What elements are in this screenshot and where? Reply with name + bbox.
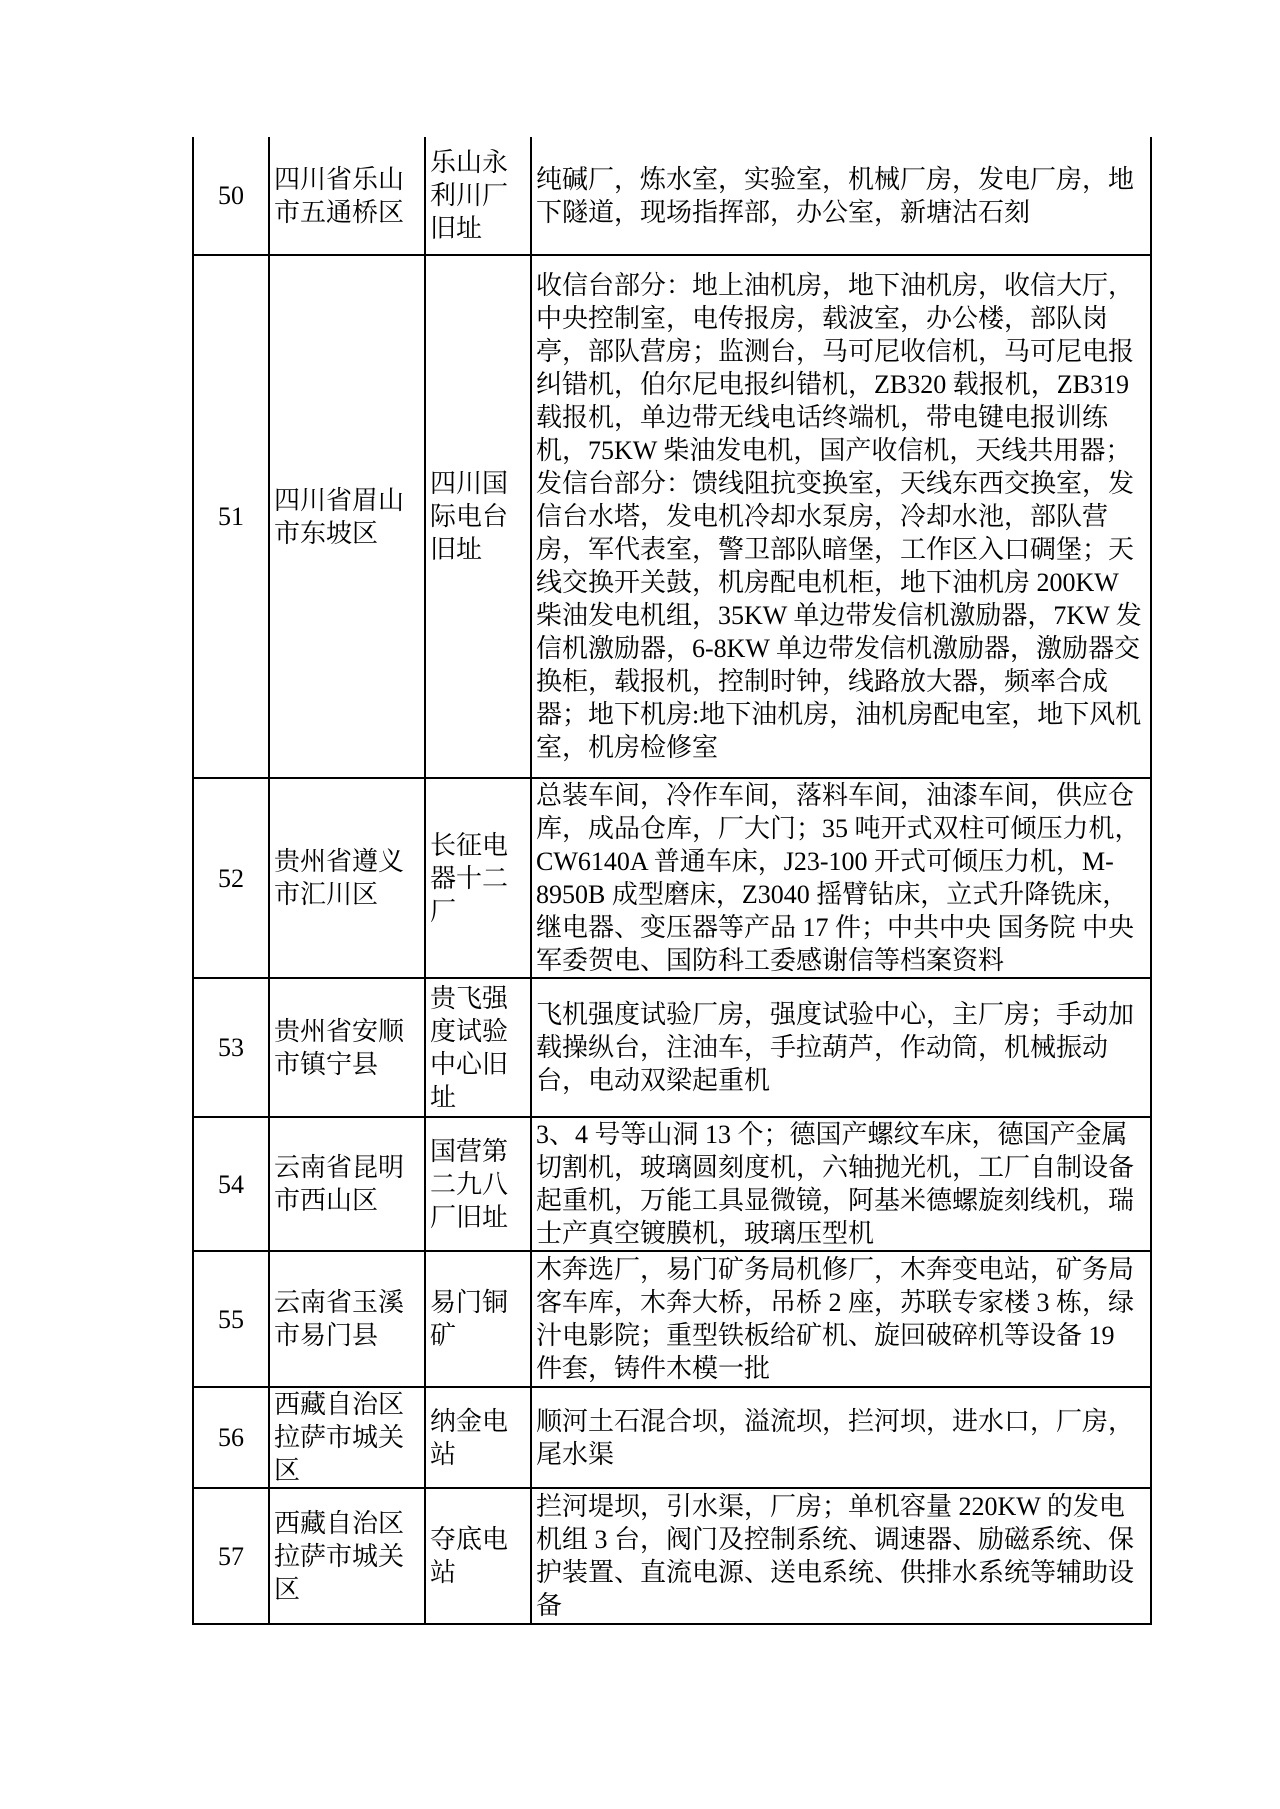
cell-items: 木奔选厂，易门矿务局机修厂，木奔变电站，矿务局客车库，木奔大桥，吊桥 2 座，苏联专家楼 3 栋，绿汁电影院；重型铁板给矿机、旋回破碎机等设备 19 件套，铸件木模一批: [531, 1251, 1151, 1387]
cell-location: 贵州省遵义市汇川区: [269, 778, 425, 978]
table-row: [193, 978, 1151, 1117]
table-row: [193, 1488, 1151, 1624]
cell-location: 云南省昆明市西山区: [269, 1117, 425, 1251]
table-row: [193, 1251, 1151, 1387]
cell-items: 顺河土石混合坝，溢流坝，拦河坝，进水口，厂房，尾水渠: [531, 1387, 1151, 1488]
cell-number: 55: [193, 1251, 269, 1387]
cell-items: 收信台部分：地上油机房，地下油机房，收信大厅，中央控制室，电传报房，载波室，办公楼，部队岗亭，部队营房；监测台，马可尼收信机，马可尼电报纠错机，伯尔尼电报纠错机，ZB320 载报机，ZB319 载报机，单边带无线电话终端机，带电键电报训练机，75KW 柴油发电机，国产收信机，天线共用器；发信台部分：馈线阻抗变换室，天线东西交换室，发信台水塔，发电机冷却水泵房，冷却水池，部队营房，军代表室，警卫部队暗堡，工作区入口碉堡；天线交换开关鼓，机房配电机柜，地下油机房 200KW 柴油发电机组，35KW 单边带发信机激励器，7KW 发信机激励器，6-8KW 单边带发信机激励器，激励器交换柜，载报机，控制时钟，线路放大器，频率合成器；地下机房:地下油机房，油机房配电室，地下风机室，机房检修室: [531, 255, 1151, 778]
cell-location: 云南省玉溪市易门县: [269, 1251, 425, 1387]
cell-location: 贵州省安顺市镇宁县: [269, 978, 425, 1117]
cell-number: 52: [193, 778, 269, 978]
cell-number: 50: [193, 137, 269, 255]
cell-site-name: 长征电器十二厂: [425, 778, 531, 978]
cell-site-name: 纳金电站: [425, 1387, 531, 1488]
cell-location: 西藏自治区拉萨市城关区: [269, 1488, 425, 1624]
table-row: [193, 1387, 1151, 1488]
cell-items: 3、4 号等山洞 13 个；德国产螺纹车床，德国产金属切割机，玻璃圆刻度机，六轴抛光机，工厂自制设备起重机，万能工具显微镜，阿基米德螺旋刻线机，瑞士产真空镀膜机，玻璃压型机: [531, 1117, 1151, 1251]
cell-site-name: 四川国际电台旧址: [425, 255, 531, 778]
table-row: [193, 137, 1151, 255]
cell-site-name: 易门铜矿: [425, 1251, 531, 1387]
cell-location: 四川省眉山市东坡区: [269, 255, 425, 778]
cell-site-name: 国营第二九八厂旧址: [425, 1117, 531, 1251]
cell-site-name: 贵飞强度试验中心旧址: [425, 978, 531, 1117]
table-row: [193, 778, 1151, 978]
cell-number: 56: [193, 1387, 269, 1488]
cell-items: 纯碱厂，炼水室，实验室，机械厂房，发电厂房，地下隧道，现场指挥部，办公室，新塘沽石刻: [531, 137, 1151, 255]
cell-number: 51: [193, 255, 269, 778]
cell-number: 53: [193, 978, 269, 1117]
cell-number: 54: [193, 1117, 269, 1251]
cell-items: 总装车间，冷作车间，落料车间，油漆车间，供应仓库，成品仓库，厂大门；35 吨开式双柱可倾压力机，CW6140A 普通车床，J23-100 开式可倾压力机，M-8950B 成型磨床，Z3040 摇臂钻床，立式升降铣床，继电器、变压器等产品 17 件；中共中央 国务院 中央军委贺电、国防科工委感谢信等档案资料: [531, 778, 1151, 978]
cell-items: 拦河堤坝，引水渠，厂房；单机容量 220KW 的发电机组 3 台，阀门及控制系统、调速器、励磁系统、保护装置、直流电源、送电系统、供排水系统等辅助设备: [531, 1488, 1151, 1624]
cell-site-name: 夺底电站: [425, 1488, 531, 1624]
cell-items: 飞机强度试验厂房，强度试验中心，主厂房；手动加载操纵台，注油车，手拉葫芦，作动筒，机械振动台，电动双梁起重机: [531, 978, 1151, 1117]
cell-site-name: 乐山永利川厂旧址: [425, 137, 531, 255]
cell-location: 四川省乐山市五通桥区: [269, 137, 425, 255]
heritage-table: [192, 137, 1152, 1625]
cell-number: 57: [193, 1488, 269, 1624]
cell-location: 西藏自治区拉萨市城关区: [269, 1387, 425, 1488]
table-row: [193, 255, 1151, 778]
table-row: [193, 1117, 1151, 1251]
